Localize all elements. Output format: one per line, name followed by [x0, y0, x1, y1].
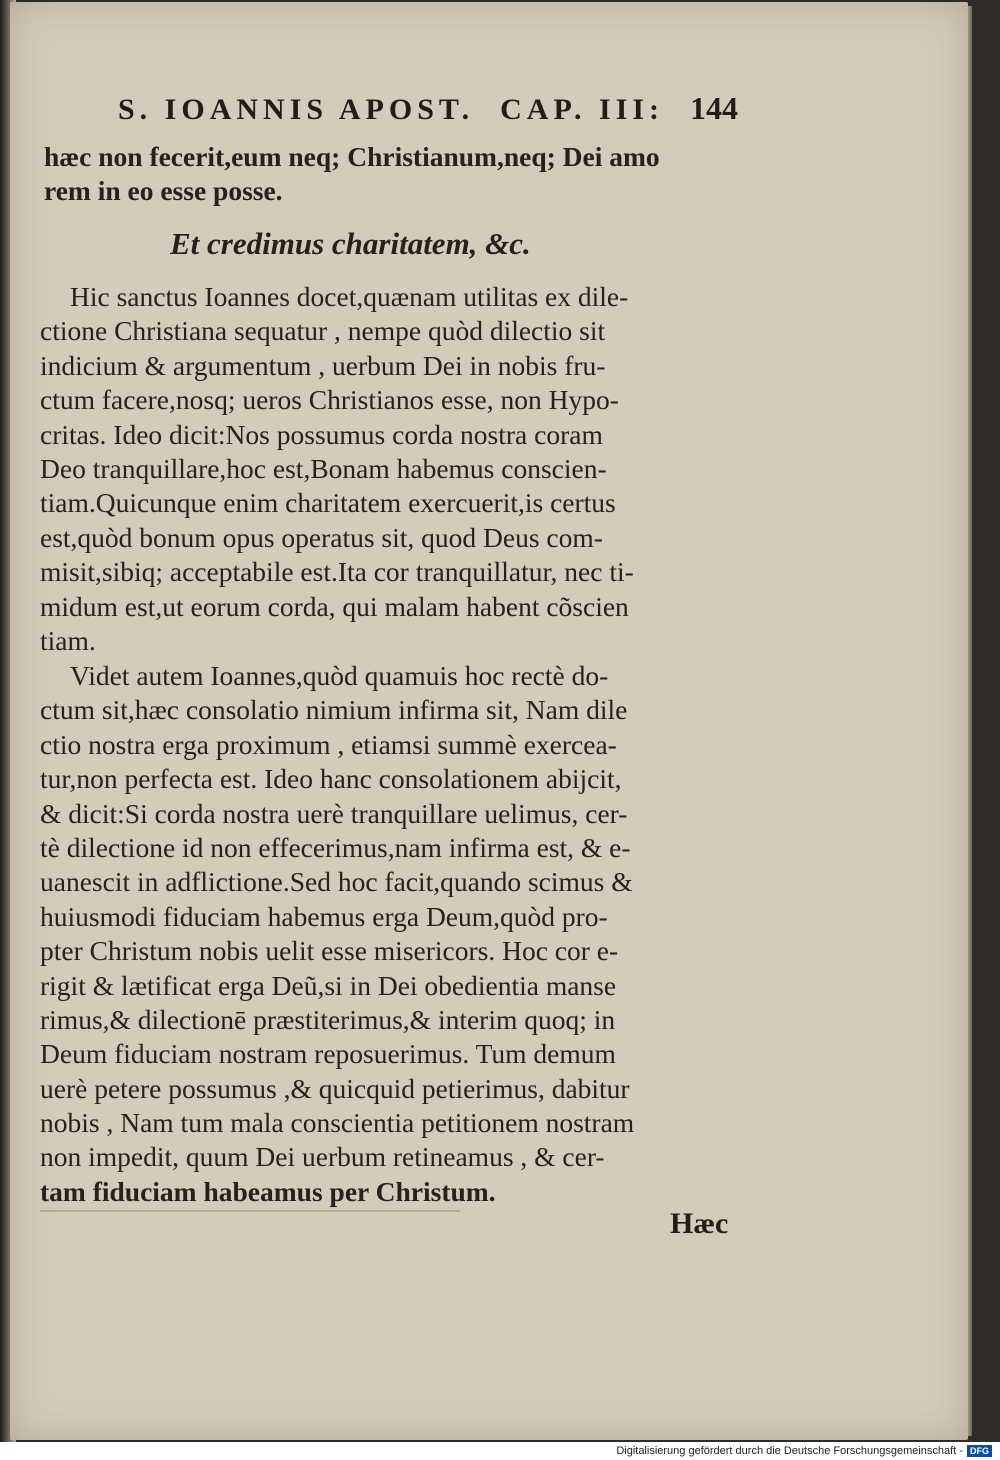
text-line: tam fiduciam habeamus per Christum.	[40, 1175, 496, 1207]
text-line: uerè petere possumus ,& quicquid petierimus, dabitur	[40, 1072, 630, 1104]
catchword: Hæc	[670, 1207, 729, 1240]
text-line: midum est,ut eorum corda, qui malam habent cõscien	[40, 590, 629, 622]
digitization-footer	[0, 1442, 1000, 1460]
paragraph-1	[40, 280, 750, 658]
text-line: ctum facere,nosq; ueros Christianos esse, non Hypo-	[40, 384, 619, 416]
text-line: tiam.	[40, 624, 96, 656]
text-line: tè dilectione id non effecerimus,nam infirma est, & e-	[40, 831, 631, 863]
text-line: rigit & lætificat erga Deũ,si in Dei obedientia manse	[40, 969, 617, 1001]
folio-number: 144	[689, 90, 738, 126]
chapter-label: CAP. III:	[500, 93, 665, 126]
text-line: ctio nostra erga proximum , etiamsi summè exercea-	[40, 728, 617, 760]
text-line: est,quòd bonum opus operatus sit, quod Deus com-	[40, 521, 603, 553]
text-line: rem in eo esse posse.	[44, 175, 283, 207]
text-line: & dicit:Si corda nostra uerè tranquillare uelimus, cer-	[40, 797, 628, 829]
opening-lines	[44, 140, 744, 209]
text-line: ctione Christiana sequatur , nempe quòd dilectio sit	[40, 315, 606, 347]
text-line: pter Christum nobis uelit esse misericors. Hoc cor e-	[40, 935, 619, 967]
running-header	[118, 90, 738, 136]
text-line: Deo tranquillare,hoc est,Bonam habemus conscien-	[40, 452, 607, 484]
book-page	[10, 2, 968, 1440]
text-line: Hic sanctus Ioannes docet,quænam utilitas ex dile-	[70, 281, 629, 312]
paragraph-2	[40, 659, 750, 1209]
section-caption: Et credimus charitatem, &c.	[170, 226, 531, 261]
text-line: huiusmodi fiduciam habemus erga Deum,quòd pro-	[40, 900, 608, 932]
running-title: S. IOANNIS APOST.	[118, 93, 475, 126]
text-line: tiam.Quicunque enim charitatem exercuerit,is certus	[40, 487, 616, 519]
text-line: nobis , Nam tum mala conscientia petitionem nostram	[40, 1107, 635, 1139]
text-line: ctum sit,hæc consolatio nimium infirma sit, Nam dile	[40, 694, 628, 726]
text-line: hæc non fecerit,eum neq; Christianum,neq; Dei amo	[44, 141, 660, 172]
ink-shadow-rule	[40, 1210, 460, 1212]
text-line: Deum fiduciam nostram reposuerimus. Tum demum	[40, 1038, 616, 1070]
text-line: rimus,& dilectionē præstiterimus,& interim quoq; in	[40, 1003, 616, 1035]
text-line: Videt autem Ioannes,quòd quamuis hoc rectè do-	[70, 660, 609, 691]
text-line: tur,non perfecta est. Ideo hanc consolationem abijcit,	[40, 763, 622, 795]
funding-credit: Digitalisierung gefördert durch die Deutsche Forschungsgemeinschaft -	[616, 1445, 963, 1457]
dfg-logo: DFG	[967, 1445, 992, 1457]
text-line: indicium & argumentum , uerbum Dei in nobis fru-	[40, 349, 606, 381]
text-line: uanescit in adflictione.Sed hoc facit,quando scimus &	[40, 866, 633, 898]
text-line: critas. Ideo dicit:Nos possumus corda nostra coram	[40, 418, 603, 450]
text-line: non impedit, quum Dei uerbum retineamus , & cer-	[40, 1141, 605, 1173]
text-line: misit,sibiq; acceptabile est.Ita cor tranquillatur, nec ti-	[40, 556, 634, 588]
